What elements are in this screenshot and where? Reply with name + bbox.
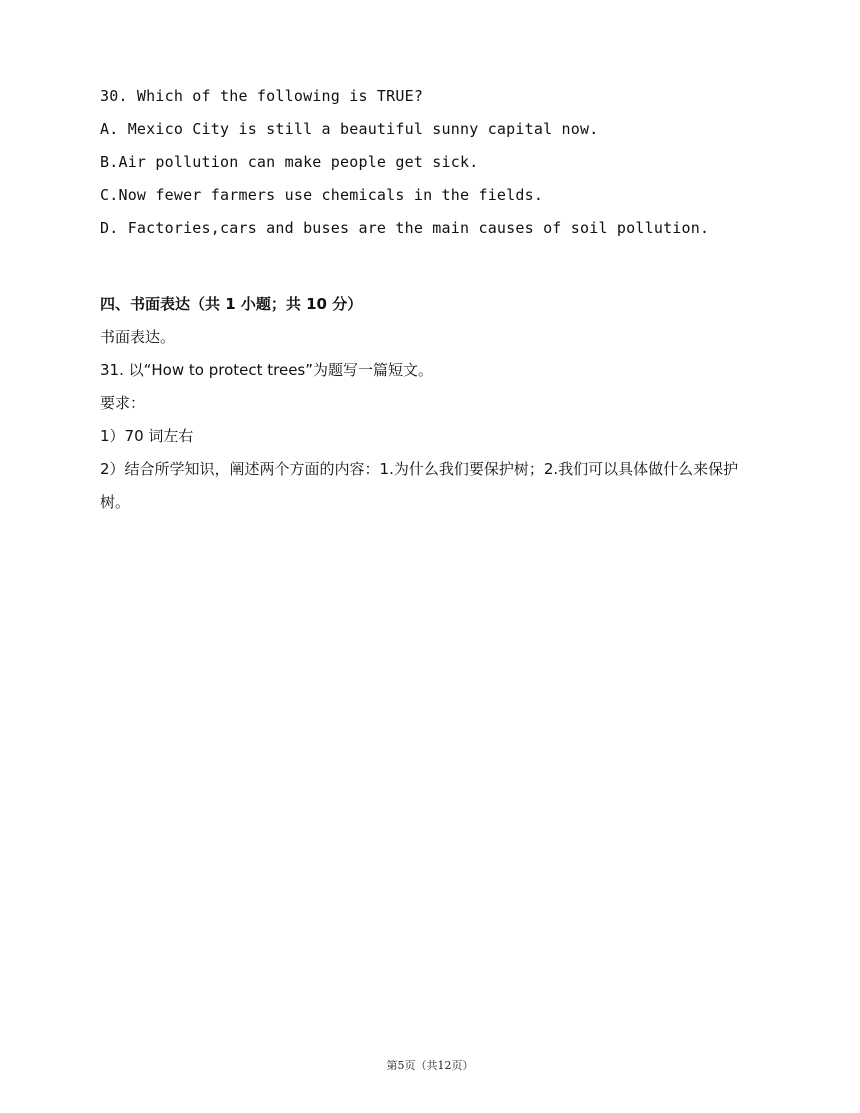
section-spacer <box>100 245 780 288</box>
section-heading: 四、书面表达（共 1 小题；共 10 分） <box>100 295 363 313</box>
question-30-option-c: C.Now fewer farmers use chemicals in the fields. <box>100 186 544 204</box>
question-31-prompt: 31. 以“How to protect trees”为题写一篇短文。 <box>100 361 434 379</box>
question-30-option-b: B.Air pollution can make people get sick. <box>100 153 479 171</box>
requirement-word-count: 1）70 词左右 <box>100 427 194 445</box>
requirements-label: 要求： <box>100 394 146 412</box>
question-30-option-d: D. Factories,cars and buses are the main causes of soil pollution. <box>100 219 710 237</box>
page-number: 第5页（共12页） <box>386 1059 474 1072</box>
page-content <box>100 80 780 519</box>
question-30-option-a: A. Mexico City is still a beautiful sunny capital now. <box>100 120 599 138</box>
requirement-content: 2）结合所学知识，阐述两个方面的内容：1.为什么我们要保护树；2.我们可以具体做什么来保护树。 <box>100 460 739 511</box>
writing-section <box>100 288 780 519</box>
section-intro: 书面表达。 <box>100 328 176 346</box>
question-30-stem: 30. Which of the following is TRUE? <box>100 87 424 105</box>
question-30 <box>100 80 780 245</box>
